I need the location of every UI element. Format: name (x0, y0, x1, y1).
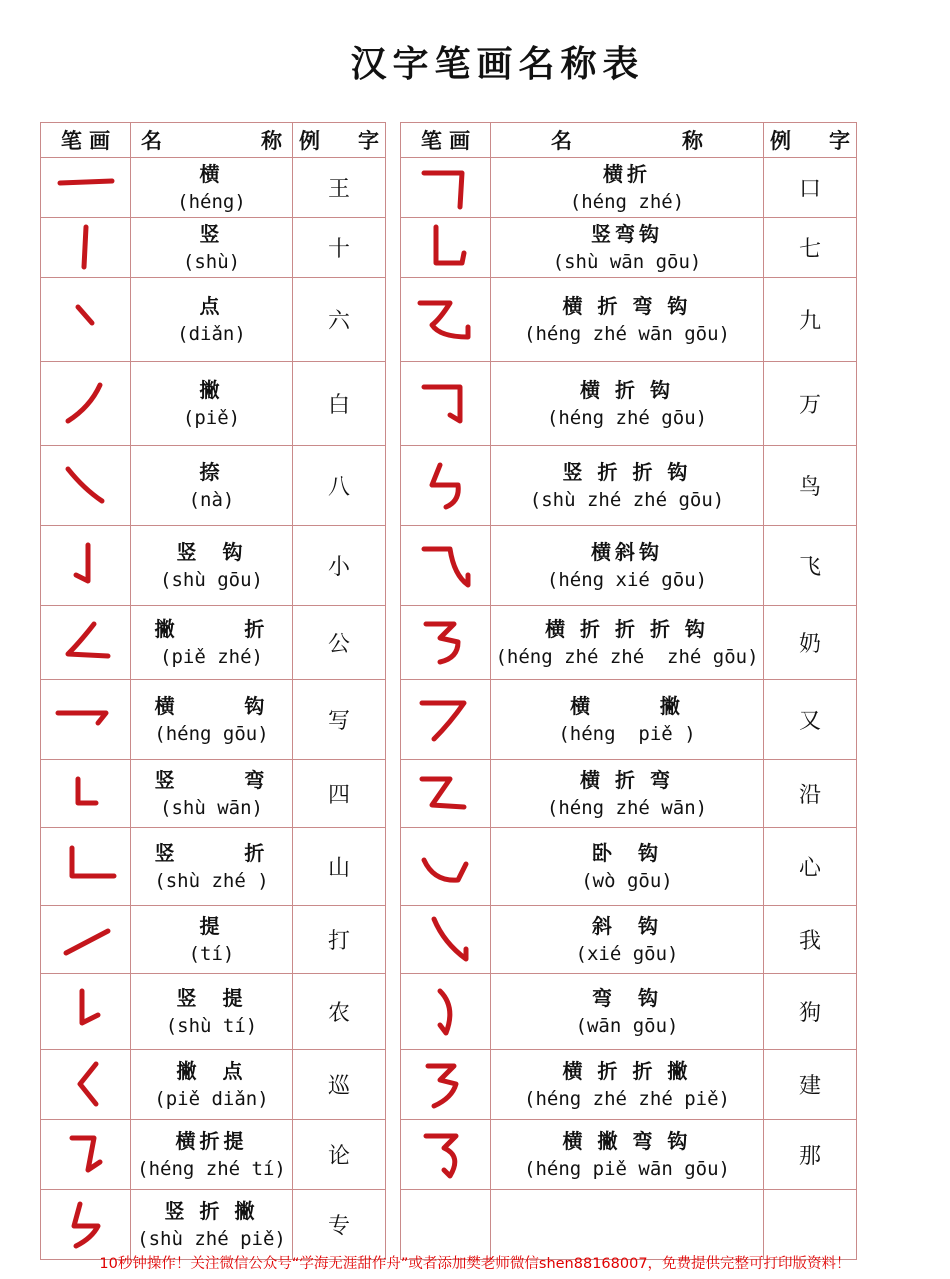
stroke-name-pinyin: (shù zhé ) (154, 869, 269, 892)
name-cell (491, 158, 764, 218)
example-character: 口 (764, 158, 857, 218)
stroke-name-chinese: 横 钩 (154, 693, 269, 718)
piezhe-stroke-icon (50, 616, 122, 670)
stroke-name-pinyin: (xié gōu) (575, 942, 679, 965)
stroke-name-chinese: 竖 折 撇 (164, 1198, 259, 1223)
table-row (41, 526, 386, 606)
name-cell (131, 362, 293, 446)
stroke-name-chinese: 竖 提 (176, 985, 247, 1010)
name-cell (131, 680, 293, 760)
name-cell (131, 1120, 293, 1190)
example-character: 狗 (764, 974, 857, 1050)
table-row (41, 278, 386, 362)
example-character: 我 (764, 906, 857, 974)
stroke-name-pinyin: (shù tí) (165, 1014, 258, 1037)
stroke-cell (41, 606, 131, 680)
stroke-name-pinyin: (shù wān) (160, 796, 263, 819)
name-cell (491, 446, 764, 526)
stroke-name-chinese: 竖 钩 (176, 539, 247, 564)
table-row (401, 278, 857, 362)
example-character: 山 (293, 828, 386, 906)
name-cell (131, 158, 293, 218)
stroke-name-chinese: 撇 点 (176, 1058, 247, 1083)
stroke-cell (41, 446, 131, 526)
page-title: 汉字笔画名称表 (350, 43, 645, 85)
name-cell (491, 218, 764, 278)
example-character: 白 (293, 362, 386, 446)
example-character: 小 (293, 526, 386, 606)
table-row (401, 606, 857, 680)
stroke-cell (41, 218, 131, 278)
stroke-name-chinese: 横 折 弯 钩 (562, 293, 692, 318)
stroke-name-chinese: 横折提 (175, 1128, 248, 1153)
stroke-table-right (400, 122, 857, 1260)
example-character: 万 (764, 362, 857, 446)
stroke-table-left (40, 122, 386, 1260)
stroke-name-pinyin: (wān gōu) (575, 1014, 679, 1037)
example-character: 九 (764, 278, 857, 362)
stroke-name-chinese: 横折 (603, 161, 651, 186)
stroke-name-chinese: 竖 (199, 221, 224, 246)
name-cell (491, 906, 764, 974)
example-character: 沿 (764, 760, 857, 828)
example-character: 论 (293, 1120, 386, 1190)
table-row (401, 158, 857, 218)
stroke-name-pinyin: (piě diǎn) (154, 1087, 269, 1110)
table-row (41, 218, 386, 278)
header-name-left: 名 (551, 128, 572, 153)
example-character: 写 (293, 680, 386, 760)
example-character: 建 (764, 1050, 857, 1120)
example-character: 十 (293, 218, 386, 278)
hengxiegou-stroke-icon (410, 539, 482, 593)
shuwan-stroke-icon (50, 767, 122, 821)
example-character: 心 (764, 828, 857, 906)
dian-stroke-icon (50, 293, 122, 347)
stroke-cell (401, 362, 491, 446)
stroke-cell (41, 278, 131, 362)
footer-notice: 10秒钟操作！关注微信公众号“学海无涯甜作舟”或者添加樊老师微信shen88168007，免费提供完整可打印版资料！ (99, 1256, 851, 1272)
table-row (401, 1050, 857, 1120)
hengpiewangou-stroke-icon (410, 1128, 482, 1182)
wogou-stroke-icon (410, 840, 482, 894)
table-row (401, 362, 857, 446)
hengzhegou-stroke-icon (410, 377, 482, 431)
stroke-name-chinese: 竖 弯 (154, 767, 269, 792)
header-name (131, 123, 293, 158)
stroke-name-pinyin: (wò gōu) (581, 869, 673, 892)
stroke-cell (401, 760, 491, 828)
name-cell (491, 974, 764, 1050)
name-cell (491, 606, 764, 680)
table-row (401, 760, 857, 828)
name-cell (491, 1120, 764, 1190)
na-stroke-icon (50, 459, 122, 513)
stroke-cell (401, 446, 491, 526)
wangou-stroke-icon (410, 985, 482, 1039)
stroke-name-chinese: 横 (199, 161, 224, 186)
stroke-cell (401, 1120, 491, 1190)
shuzhepie-stroke-icon (50, 1198, 122, 1252)
stroke-name-chinese: 竖 折 (154, 840, 269, 865)
stroke-name-pinyin: (héng zhé gōu) (546, 406, 708, 429)
stroke-name-pinyin: (piě) (182, 406, 241, 429)
stroke-name-pinyin: (tí) (188, 942, 235, 965)
stroke-name-chinese: 捺 (199, 459, 224, 484)
stroke-name-pinyin: (héng piě ) (558, 722, 696, 745)
example-character: 王 (293, 158, 386, 218)
stroke-name-chinese: 竖弯钩 (591, 221, 663, 246)
header-example-left: 例 (299, 128, 320, 153)
stroke-cell (41, 1190, 131, 1260)
header-name (491, 123, 764, 158)
name-cell (131, 526, 293, 606)
stroke-name-pinyin: (héng gōu) (154, 722, 269, 745)
header-example (293, 123, 386, 158)
stroke-name-pinyin: (piě zhé) (160, 645, 263, 668)
example-character: 鸟 (764, 446, 857, 526)
header-name-right: 称 (261, 128, 282, 153)
name-cell (491, 1050, 764, 1120)
stroke-name-chinese: 点 (199, 293, 224, 318)
name-cell (491, 828, 764, 906)
name-cell (131, 218, 293, 278)
hengzhezhepie-stroke-icon (410, 1058, 482, 1112)
table-row (401, 906, 857, 974)
table-row (41, 1190, 386, 1260)
stroke-cell (41, 1120, 131, 1190)
stroke-cell (401, 218, 491, 278)
stroke-cell (401, 974, 491, 1050)
shuti-stroke-icon (50, 985, 122, 1039)
name-cell (491, 760, 764, 828)
table-row (41, 974, 386, 1050)
header-stroke: 笔 画 (41, 123, 131, 158)
stroke-name-chinese: 卧 钩 (592, 840, 662, 865)
example-character: 八 (293, 446, 386, 526)
stroke-cell (41, 158, 131, 218)
example-character: 农 (293, 974, 386, 1050)
stroke-cell (401, 906, 491, 974)
stroke-name-chinese: 撇 折 (154, 616, 269, 641)
example-character: 七 (764, 218, 857, 278)
header-stroke: 笔 画 (401, 123, 491, 158)
stroke-cell (401, 680, 491, 760)
name-cell (491, 362, 764, 446)
stroke-name-pinyin: (héng zhé zhé zhé gōu) (495, 645, 759, 668)
stroke-name-pinyin: (shù zhé piě) (137, 1227, 286, 1250)
stroke-name-pinyin: (shù wān gōu) (552, 250, 702, 273)
table-row (41, 1050, 386, 1120)
stroke-name-pinyin: (héng piě wān gōu) (524, 1157, 730, 1180)
example-character: 六 (293, 278, 386, 362)
name-cell (131, 1050, 293, 1120)
stroke-name-pinyin: (shù) (182, 250, 241, 273)
example-character (764, 1190, 857, 1260)
table-row (41, 606, 386, 680)
name-cell (491, 1190, 764, 1260)
table-row (41, 828, 386, 906)
stroke-cell (41, 974, 131, 1050)
table-row (401, 974, 857, 1050)
example-character: 飞 (764, 526, 857, 606)
name-cell (491, 278, 764, 362)
stroke-name-chinese: 撇 (199, 377, 224, 402)
example-character: 又 (764, 680, 857, 760)
stroke-cell (401, 828, 491, 906)
stroke-name-pinyin: (héng) (177, 190, 246, 213)
stroke-name-pinyin: (héng zhé tí) (137, 1157, 286, 1180)
table-row (401, 526, 857, 606)
table-row (41, 362, 386, 446)
shu-stroke-icon (50, 221, 122, 275)
table-row (41, 760, 386, 828)
table-row (401, 828, 857, 906)
stroke-name-chinese: 横 撇 弯 钩 (562, 1128, 692, 1153)
name-cell (131, 828, 293, 906)
example-character: 四 (293, 760, 386, 828)
example-character: 专 (293, 1190, 386, 1260)
stroke-cell (41, 680, 131, 760)
example-character: 打 (293, 906, 386, 974)
table-row (41, 680, 386, 760)
stroke-cell (401, 1050, 491, 1120)
stroke-cell (401, 526, 491, 606)
stroke-name-pinyin: (héng zhé wān gōu) (524, 322, 730, 345)
stroke-cell (41, 362, 131, 446)
stroke-cell (41, 760, 131, 828)
stroke-name-pinyin: (héng zhé wān) (546, 796, 708, 819)
stroke-name-chinese: 横 折 弯 (580, 767, 674, 792)
stroke-name-chinese: 横 撇 (570, 693, 684, 718)
header-example-right: 字 (358, 128, 379, 153)
name-cell (131, 278, 293, 362)
ti-stroke-icon (50, 913, 122, 967)
example-character: 公 (293, 606, 386, 680)
stroke-name-chinese: 横斜钩 (591, 539, 663, 564)
shugou-stroke-icon (50, 539, 122, 593)
example-character: 奶 (764, 606, 857, 680)
example-character: 那 (764, 1120, 857, 1190)
stroke-name-chinese: 提 (199, 913, 224, 938)
stroke-name-pinyin: (shù zhé zhé gōu) (529, 488, 725, 511)
stroke-name-pinyin: (nà) (188, 488, 235, 511)
hengzhe-stroke-icon (410, 161, 482, 215)
name-cell (131, 906, 293, 974)
stroke-cell (41, 1050, 131, 1120)
header-example-right: 字 (829, 128, 850, 153)
stroke-name-pinyin: (héng xié gōu) (546, 568, 708, 591)
table-row (41, 158, 386, 218)
table-row (401, 1120, 857, 1190)
table-header-row (41, 123, 386, 158)
table-row (401, 680, 857, 760)
table-row (401, 1190, 857, 1260)
stroke-name-chinese: 横 折 折 折 钩 (545, 616, 709, 641)
table-row (41, 906, 386, 974)
hengzhewangou-stroke-icon (410, 293, 482, 347)
stroke-name-chinese: 横 折 钩 (580, 377, 674, 402)
stroke-cell (401, 606, 491, 680)
name-cell (491, 680, 764, 760)
hengzhewan-stroke-icon (410, 767, 482, 821)
stroke-cell (41, 906, 131, 974)
stroke-name-chinese: 横 折 折 撇 (562, 1058, 692, 1083)
stroke-cell (401, 158, 491, 218)
stroke-name-chinese: 竖 折 折 钩 (562, 459, 692, 484)
stroke-cell (41, 526, 131, 606)
hengpie-stroke-icon (410, 693, 482, 747)
pie-stroke-icon (50, 377, 122, 431)
table-row (41, 1120, 386, 1190)
stroke-cell (401, 1190, 491, 1260)
header-example (764, 123, 857, 158)
xiegou-stroke-icon (410, 913, 482, 967)
stroke-name-pinyin: (héng zhé) (569, 190, 685, 213)
stroke-cell (41, 828, 131, 906)
name-cell (131, 1190, 293, 1260)
stroke-name-pinyin: (diǎn) (177, 322, 246, 345)
heng-stroke-icon (50, 161, 122, 215)
table-row (401, 218, 857, 278)
example-character: 巡 (293, 1050, 386, 1120)
name-cell (131, 606, 293, 680)
table-row (401, 446, 857, 526)
header-example-left: 例 (770, 128, 791, 153)
stroke-name-pinyin: (shù gōu) (160, 568, 263, 591)
shuzhe-stroke-icon (50, 840, 122, 894)
table-row (41, 446, 386, 526)
henggou-stroke-icon (50, 693, 122, 747)
name-cell (131, 760, 293, 828)
header-name-right: 称 (682, 128, 703, 153)
table-header-row (401, 123, 857, 158)
hengzhezhezhegou-stroke-icon (410, 616, 482, 670)
stroke-name-chinese: 斜 钩 (592, 913, 662, 938)
stroke-name-chinese: 弯 钩 (592, 985, 662, 1010)
stroke-name-pinyin: (héng zhé zhé piě) (524, 1087, 730, 1110)
header-name-left: 名 (141, 128, 162, 153)
hengzheti-stroke-icon (50, 1128, 122, 1182)
stroke-cell (401, 278, 491, 362)
shuzhezhegou-stroke-icon (410, 459, 482, 513)
name-cell (131, 446, 293, 526)
piedian-stroke-icon (50, 1058, 122, 1112)
name-cell (491, 526, 764, 606)
name-cell (131, 974, 293, 1050)
shuwangou-stroke-icon (410, 221, 482, 275)
